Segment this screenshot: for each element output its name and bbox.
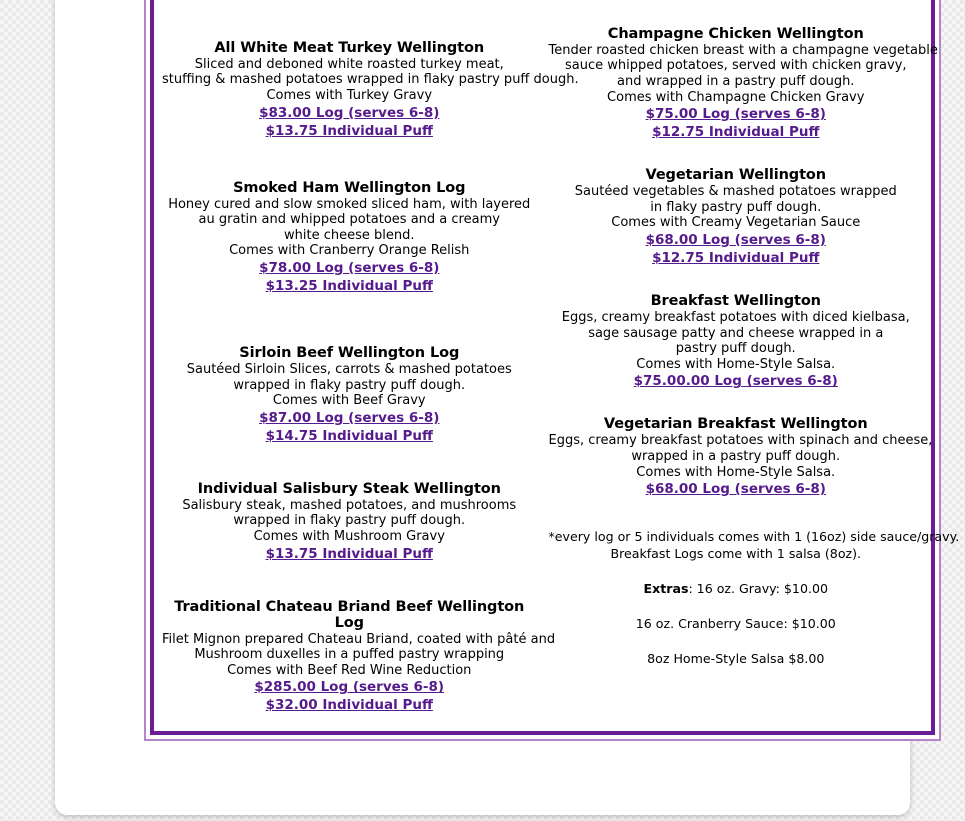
menu-item-comes-with: Comes with Cranberry Orange Relish [229, 243, 470, 259]
menu-item-price-link[interactable]: $12.75 Individual Puff [652, 249, 820, 266]
menu-item-description-line: Sliced and deboned white roasted turkey meat, [194, 56, 504, 72]
menu-item-name: Vegetarian Wellington [645, 167, 826, 184]
menu-item [549, 293, 924, 390]
menu-item-name: Traditional Chateau Briand Beef Wellington Log [174, 598, 525, 631]
menu-column-left [160, 0, 579, 728]
menu-item-name: Champagne Chicken Wellington [607, 25, 864, 42]
menu-item-description-line: pastry puff dough. [675, 341, 796, 357]
menu-item-name: Smoked Ham Wellington Log [233, 179, 466, 196]
menu-item-comes-with: Comes with Turkey Gravy [266, 87, 433, 103]
spacer [549, 597, 924, 615]
menu-item-description-line: au gratin and whipped potatoes and a creamy [198, 212, 500, 228]
menu-item-description-line: Filet Mignon prepared Chateau Briand, coated with pâté and [162, 631, 556, 647]
menu-item-description-line: stuffing & mashed potatoes wrapped in flaky pastry puff dough. [162, 72, 579, 88]
menu-item [548, 416, 933, 498]
menu-item-comes-with: Comes with Mushroom Gravy [253, 528, 445, 544]
menu-footnote-line: Breakfast Logs come with 1 salsa (8oz). [610, 546, 862, 562]
menu-item-description-line: Eggs, creamy breakfast potatoes with spinach and cheese, [548, 433, 933, 449]
extras-first-value: : 16 oz. Gravy: $10.00 [688, 581, 828, 597]
menu-item-price-link[interactable]: $12.75 Individual Puff [652, 124, 820, 141]
menu-item-description-line: and wrapped in a pastry puff dough. [617, 73, 855, 89]
extras-line [549, 580, 924, 597]
menu-item-price-link[interactable]: $75.00 Log (serves 6-8) [645, 106, 826, 123]
spacer [162, 309, 537, 345]
spacer [549, 155, 924, 167]
menu-item-comes-with: Comes with Creamy Vegetarian Sauce [611, 215, 861, 231]
menu-item-description-line: wrapped in a pastry puff dough. [631, 448, 841, 464]
menu-item-price-link[interactable]: $68.00 Log (serves 6-8) [645, 481, 826, 498]
menu-column-right [543, 0, 960, 667]
menu-item-description-line: Sautéed Sirloin Slices, carrots & mashed potatoes [186, 361, 512, 377]
menu-item-comes-with: Comes with Beef Red Wine Reduction [227, 662, 472, 678]
menu-item-price-link[interactable]: $68.00 Log (serves 6-8) [645, 231, 826, 248]
spacer [549, 404, 924, 416]
menu-item-name: Breakfast Wellington [650, 292, 821, 309]
menu-item-price-link[interactable]: $13.75 Individual Puff [265, 545, 433, 562]
menu-item-price-link[interactable]: $32.00 Individual Puff [265, 697, 433, 714]
menu-item-name: All White Meat Turkey Wellington [214, 39, 485, 56]
menu-item-comes-with: Comes with Beef Gravy [272, 393, 426, 409]
page-sheet [55, 0, 960, 815]
menu-item-price-link[interactable]: $285.00 Log (serves 6-8) [254, 679, 445, 696]
menu-item [548, 25, 938, 141]
menu-item [162, 598, 556, 715]
extras-label: Extras [643, 581, 689, 597]
menu-item-name: Sirloin Beef Wellington Log [239, 344, 460, 361]
menu-item-description-line: Salisbury steak, mashed potatoes, and mushrooms [182, 497, 517, 513]
menu-item [162, 180, 537, 295]
menu-item-description-line: Eggs, creamy breakfast potatoes with diced kielbasa, [561, 309, 910, 325]
menu-item-description-line: in flaky pastry puff dough. [650, 199, 822, 215]
menu-item-description-line: wrapped in flaky pastry puff dough. [233, 377, 466, 393]
spacer [549, 632, 924, 650]
extras-line: 8oz Home-Style Salsa $8.00 [647, 651, 825, 667]
menu-item-description-line: Mushroom duxelles in a puffed pastry wrapping [194, 647, 505, 663]
menu-item-price-link[interactable]: $87.00 Log (serves 6-8) [259, 409, 440, 426]
menu-notes [548, 528, 960, 667]
spacer [549, 14, 924, 26]
menu-item-comes-with: Comes with Home-Style Salsa. [636, 356, 836, 372]
menu-item-description-line: sage sausage patty and cheese wrapped in a [588, 325, 884, 341]
menu-item-price-link[interactable]: $78.00 Log (serves 6-8) [259, 259, 440, 276]
spacer [549, 562, 924, 580]
menu-footnote-line: *every log or 5 individuals comes with 1 (16oz) side sauce/gravy. [548, 529, 960, 545]
menu-item-description-line: wrapped in flaky pastry puff dough. [233, 513, 466, 529]
menu-item-description-line: white cheese blend. [284, 227, 415, 243]
menu-border-outer [144, 0, 960, 741]
menu-item-price-link[interactable]: $13.25 Individual Puff [265, 277, 433, 294]
menu-item-price-link[interactable]: $75.00.00 Log (serves 6-8) [633, 373, 838, 390]
menu-item [162, 481, 537, 563]
menu-item-description-line: sauce whipped potatoes, served with chicken gravy, [564, 58, 907, 74]
spacer [162, 154, 537, 180]
menu-item-description-line: Sautéed vegetables & mashed potatoes wrapped [574, 184, 897, 200]
menu-item-price-link[interactable]: $83.00 Log (serves 6-8) [259, 104, 440, 121]
menu-item-comes-with: Comes with Champagne Chicken Gravy [607, 89, 865, 105]
menu-item [549, 167, 924, 267]
spacer [549, 281, 924, 293]
menu-item-comes-with: Comes with Home-Style Salsa. [636, 464, 836, 480]
menu-item [162, 345, 537, 445]
menu-item-name: Vegetarian Breakfast Wellington [603, 416, 868, 433]
menu-item-description-line: Tender roasted chicken breast with a champagne vegetable [548, 42, 938, 58]
extras-line: 16 oz. Cranberry Sauce: $10.00 [635, 616, 836, 632]
menu-item-price-link[interactable]: $13.75 Individual Puff [265, 122, 433, 139]
menu-item-price-link[interactable]: $14.75 Individual Puff [265, 427, 433, 444]
menu-item-name: Individual Salisbury Steak Wellington [197, 480, 501, 497]
spacer [162, 459, 537, 481]
spacer [162, 577, 537, 599]
menu-columns [154, 0, 960, 725]
spacer [162, 14, 537, 40]
menu-border-inner [150, 0, 960, 735]
menu-item-description-line: Honey cured and slow smoked sliced ham, with layered [168, 196, 531, 212]
menu-item [162, 39, 579, 140]
